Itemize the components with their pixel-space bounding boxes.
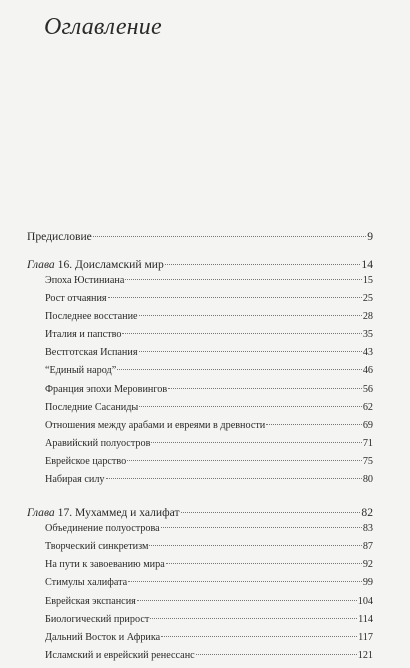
toc-section-label: Эпоха Юстиниана [45,275,125,286]
toc-section-page: 25 [362,293,373,305]
dot-leader [161,636,357,637]
toc-section-label: На пути к завоеванию мира [45,559,165,571]
toc-entry-page: 9 [367,230,373,243]
page-title: Оглавление [44,14,162,40]
toc-chapter[interactable] [27,258,373,274]
toc-entry-preface[interactable] [27,230,373,246]
toc-section-page: 69 [362,419,373,431]
dot-leader [106,478,362,479]
toc-section-page: 35 [362,329,373,341]
toc-section-label: Вестготская Испания [45,347,138,359]
dot-leader [150,618,357,619]
toc-section-label: Последние Сасаниды [45,401,139,413]
toc-section-label: Италия и папство [45,329,122,341]
toc-section-label: Творческий синкретизм [45,541,149,553]
toc-section[interactable] [27,523,373,541]
chapter-prefix: Глава [27,258,55,271]
toc-section-label: Биологический прирост [45,613,150,625]
toc-section[interactable] [27,632,373,650]
toc-section[interactable] [27,456,373,474]
toc-section[interactable] [27,541,373,559]
dot-leader [139,315,362,316]
dot-leader [151,442,361,443]
toc-section-page: 62 [362,401,373,413]
toc-section[interactable] [27,311,373,329]
toc-section[interactable] [27,329,373,347]
dot-leader [93,236,366,237]
toc-section[interactable] [27,365,373,383]
toc-chapter-page: 14 [361,258,373,271]
toc-section[interactable] [27,384,373,402]
dot-leader [127,460,362,461]
dot-leader [137,600,357,601]
chapter-title: Мухаммед и халифат [75,506,180,520]
dot-leader [168,388,362,389]
toc-section[interactable] [27,347,373,365]
chapter-prefix: Глава [27,506,55,520]
dot-leader [181,512,361,513]
dot-leader [166,563,362,564]
toc-section[interactable] [27,474,373,492]
toc-section-page: 75 [362,455,373,467]
chapter-number: 16. [57,258,73,271]
toc-section-page: 117 [358,631,373,643]
toc-section-label: Рост отчаяния [45,293,107,305]
toc-section-label: Набирая силу [45,474,105,486]
dot-leader [149,545,361,546]
toc-section-label: Еврейская экспансия [45,595,136,607]
toc-section-label: Дальний Восток и Африка [45,631,161,643]
dot-leader [125,279,361,280]
toc-section-page: 56 [362,383,373,395]
toc-section-page: 104 [357,595,373,607]
toc-section[interactable] [27,577,373,595]
toc-section[interactable] [27,650,373,668]
toc-section-page: 99 [362,577,373,589]
toc-chapter-page: 82 [361,506,373,520]
dot-leader [196,654,357,655]
toc-section[interactable] [27,275,373,293]
toc-chapter-label [27,258,164,271]
toc-section-label: Отношения между арабами и евреями в древности [45,419,266,431]
dot-leader [165,264,361,265]
toc-chapter-label [27,506,180,519]
toc-section-page: 87 [362,541,373,553]
toc-section-page: 80 [362,474,373,486]
dot-leader [122,333,361,334]
toc-section-label: Стимулы халифата [45,577,128,589]
toc-section[interactable] [27,402,373,420]
toc-section-page: 83 [362,523,373,535]
toc-section-label: “Единый народ” [45,365,117,377]
toc-section-label: Франция эпохи Меровингов [45,383,168,395]
toc-chapter[interactable] [27,506,373,522]
chapter-number: 17. [57,506,73,520]
toc-section-page: 92 [362,559,373,571]
toc-section-label: Объединение полуострова [45,523,160,535]
toc-section-page: 121 [357,649,373,661]
dot-leader [161,527,362,528]
toc-section[interactable] [27,293,373,311]
toc-section-label: Исламский и еврейский ренессанс [45,649,195,661]
toc-section[interactable] [27,438,373,456]
toc-section[interactable] [27,420,373,438]
toc-section-page: 15 [362,275,373,286]
dot-leader [139,351,362,352]
toc-section[interactable] [27,596,373,614]
toc-section-page: 71 [362,437,373,449]
dot-leader [117,369,362,370]
table-of-contents [27,230,373,668]
toc-section-page: 114 [358,613,373,625]
dot-leader [128,581,362,582]
toc-section-page: 46 [362,365,373,377]
toc-section-page: 28 [362,311,373,323]
toc-section[interactable] [27,614,373,632]
toc-section-page: 43 [362,347,373,359]
toc-section[interactable] [27,559,373,577]
toc-section-label: Последнее восстание [45,311,138,323]
toc-section-label: Еврейское царство [45,455,127,467]
toc-entry-label: Предисловие [27,230,92,243]
dot-leader [108,297,362,298]
toc-section-label: Аравийский полуостров [45,437,151,449]
chapter-title: Доисламский мир [75,258,164,271]
dot-leader [139,406,362,407]
dot-leader [266,424,362,425]
